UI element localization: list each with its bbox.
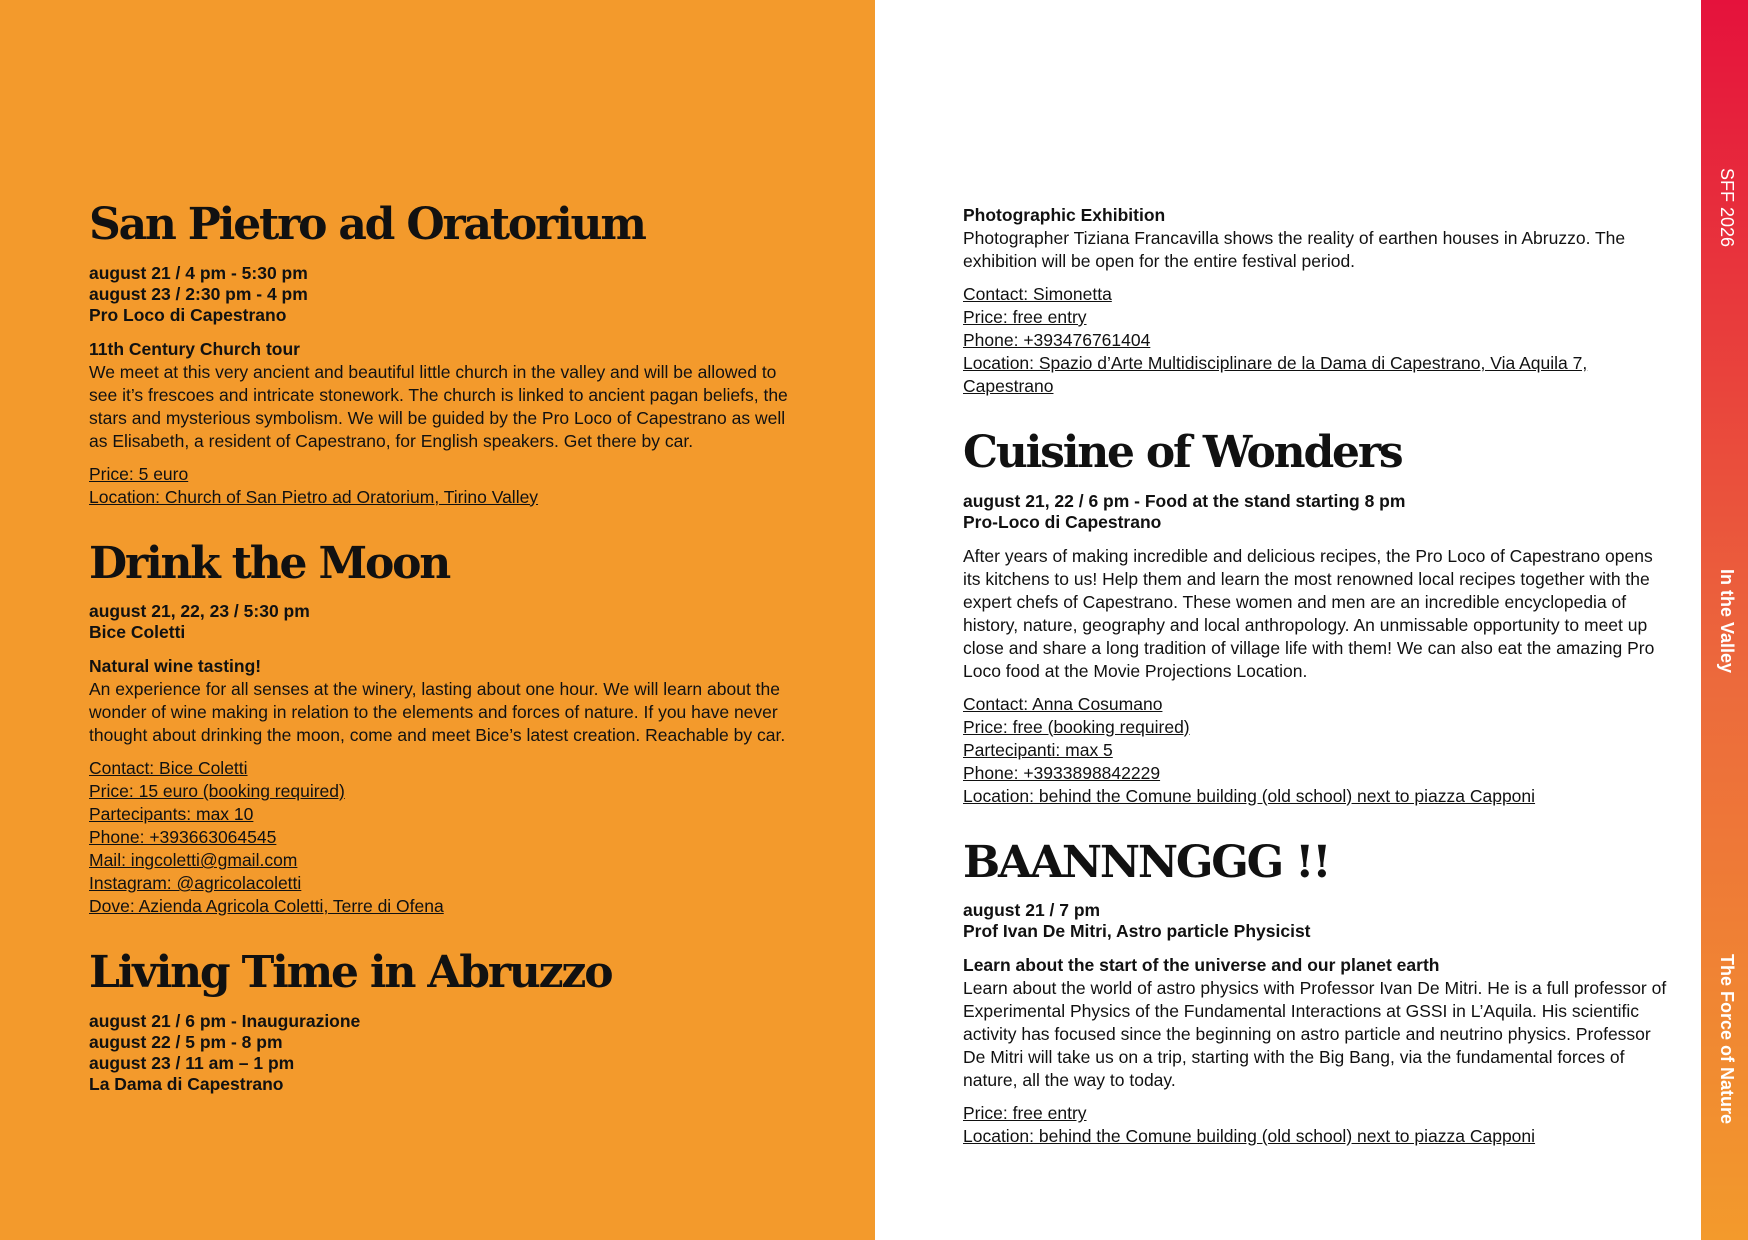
event-date: august 21, 22, 23 / 5:30 pm xyxy=(89,601,310,622)
mail-link[interactable]: Mail: ingcoletti@gmail.com xyxy=(89,850,298,871)
sidebar-label-section: In the Valley xyxy=(1717,569,1737,674)
event-description xyxy=(963,954,1668,1092)
event-meta xyxy=(89,601,789,643)
event-organizer: Prof Ivan De Mitri, Astro particle Physicist xyxy=(963,921,1311,942)
price-link[interactable]: Price: free (booking required) xyxy=(963,716,1190,737)
location-link[interactable]: Location: Spazio d’Arte Multidisciplinare de la Dama di Capestrano, Via Aquila 7, Capestrano xyxy=(963,353,1588,396)
event-san-pietro xyxy=(89,200,789,509)
left-column xyxy=(89,200,789,1125)
phone-link[interactable]: Phone: +3933898842229 xyxy=(963,762,1161,783)
participants-link[interactable]: Partecipanti: max 5 xyxy=(963,739,1113,760)
event-meta xyxy=(89,1011,789,1095)
event-subtitle: Natural wine tasting! xyxy=(89,656,262,677)
event-body: An experience for all senses at the winery, lasting about one hour. We will learn about the wonder of wine making in relation to the elements and forces of nature. If you have never thought about drinking the moon, come and meet Bice’s latest creation. Reachable by car. xyxy=(89,679,786,746)
event-description xyxy=(963,204,1668,273)
contact-link[interactable]: Contact: Bice Coletti xyxy=(89,758,248,779)
location-link[interactable]: Dove: Azienda Agricola Coletti, Terre di Ofena xyxy=(89,896,444,917)
event-date: august 21 / 4 pm - 5:30 pm xyxy=(89,262,308,283)
event-details xyxy=(89,463,789,509)
event-subtitle: Learn about the start of the universe and our planet earth xyxy=(963,955,1440,976)
event-body: We meet at this very ancient and beautiful little church in the valley and will be allowed to see it’s frescoes and intricate stonework. The church is linked to ancient pagan beliefs, the stars and mysterious symbolism. We will be guided by the Pro Loco of Capestrano as well as Elisabeth, a resident of Capestrano, for English speakers. Get there by car. xyxy=(89,361,788,451)
event-date: august 23 / 2:30 pm - 4 pm xyxy=(89,283,308,304)
event-body: Photographer Tiziana Francavilla shows the reality of earthen houses in Abruzzo. The exhibition will be open for the entire festival period. xyxy=(963,228,1626,271)
event-meta xyxy=(963,900,1668,942)
event-baanngggg xyxy=(963,838,1668,1149)
event-subtitle: 11th Century Church tour xyxy=(89,338,300,359)
location-link[interactable]: Location: Church of San Pietro ad Oratorium, Tirino Valley xyxy=(89,486,539,507)
event-details xyxy=(963,1102,1668,1148)
price-link[interactable]: Price: free entry xyxy=(963,1103,1087,1124)
event-living-time xyxy=(89,948,789,1095)
location-link[interactable]: Location: behind the Comune building (old school) next to piazza Capponi xyxy=(963,785,1536,806)
location-link[interactable]: Location: behind the Comune building (old school) next to piazza Capponi xyxy=(963,1126,1536,1147)
event-description xyxy=(89,338,789,453)
event-meta xyxy=(89,263,789,326)
price-link[interactable]: Price: free entry xyxy=(963,307,1087,327)
event-title: BAANNNGGG !! xyxy=(963,836,1330,888)
event-cuisine-of-wonders xyxy=(963,428,1668,808)
event-date: august 22 / 5 pm - 8 pm xyxy=(89,1031,283,1052)
event-date: august 21 / 7 pm xyxy=(963,900,1101,921)
sidebar-label-edition: SFF 2026 xyxy=(1717,168,1737,248)
event-body: Learn about the world of astro physics with Professor Ivan De Mitri. He is a full professor of Experimental Physics of the Fundamental Interactions at GSSI in L’Aquila. His scientific activity has focused since the beginning on astro particle and neutrino physics. Professor De Mitri will take us on a trip, starting with the Big Bang, via the fundamental forces of nature, all the way to today. xyxy=(963,978,1667,1091)
event-title: Cuisine of Wonders xyxy=(963,427,1402,478)
contact-link[interactable]: Contact: Simonetta xyxy=(963,284,1112,304)
event-meta xyxy=(963,491,1668,533)
right-column xyxy=(963,204,1668,1178)
event-description xyxy=(963,545,1668,683)
participants-link[interactable]: Partecipants: max 10 xyxy=(89,804,254,825)
event-details xyxy=(89,757,789,918)
event-organizer: La Dama di Capestrano xyxy=(89,1073,284,1094)
event-organizer: Pro-Loco di Capestrano xyxy=(963,511,1162,532)
event-title: Living Time in Abruzzo xyxy=(89,947,612,999)
event-title: Drink the Moon xyxy=(89,537,450,589)
event-drink-the-moon xyxy=(89,539,789,919)
event-date: august 21, 22 / 6 pm - Food at the stand starting 8 pm xyxy=(963,490,1406,511)
phone-link[interactable]: Phone: +393476761404 xyxy=(963,330,1151,350)
event-organizer: Pro Loco di Capestrano xyxy=(89,304,287,325)
instagram-link[interactable]: Instagram: @agricolacoletti xyxy=(89,873,302,894)
phone-link[interactable]: Phone: +393663064545 xyxy=(89,827,277,848)
event-details xyxy=(963,283,1668,398)
event-subtitle: Photographic Exhibition xyxy=(963,205,1166,225)
event-date: august 23 / 11 am – 1 pm xyxy=(89,1052,295,1073)
event-title: San Pietro ad Oratorium xyxy=(89,199,645,250)
price-link[interactable]: Price: 15 euro (booking required) xyxy=(89,781,345,802)
event-details xyxy=(963,693,1668,808)
price-link[interactable]: Price: 5 euro xyxy=(89,463,189,484)
event-date: august 21 / 6 pm - Inaugurazione xyxy=(89,1010,361,1031)
sidebar-label-theme: The Force of Nature xyxy=(1717,954,1737,1125)
event-description xyxy=(89,655,789,747)
event-body: After years of making incredible and delicious recipes, the Pro Loco of Capestrano opens its kitchens to us! Help them and learn the most renowned local recipes together with the expert chefs of Capestrano. These women and men are an incredible encyclopedia of history, nature, geography and local anthropology. An unmissable opportunity to meet up close and share a long tradition of village life with them! We can also eat the amazing Pro Loco food at the Movie Projections Location. xyxy=(963,545,1655,681)
contact-link[interactable]: Contact: Anna Cosumano xyxy=(963,693,1163,714)
event-organizer: Bice Coletti xyxy=(89,622,186,643)
event-photo-exhibition xyxy=(963,204,1668,398)
